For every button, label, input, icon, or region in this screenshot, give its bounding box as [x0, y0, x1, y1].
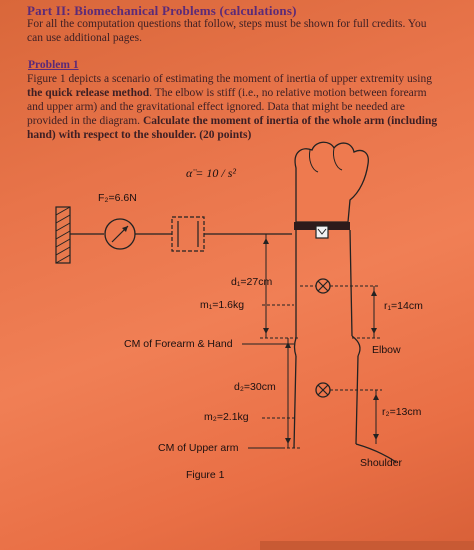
intro-line-1: For all the computation questions that follow, steps must be shown for full credits. You [27, 18, 427, 30]
upper-arm-outline [294, 356, 358, 448]
d2-label: d₂=30cm [234, 381, 276, 393]
elbow-joint [295, 336, 361, 356]
r1-label: r₁=14cm [384, 300, 423, 312]
cm-forearm-label: CM of Forearm & Hand [124, 338, 233, 350]
problem-heading: Problem 1 [28, 59, 79, 71]
problem-line-2-rest: . The elbow is stiff (i.e., no relative motion between forearm [149, 87, 427, 99]
force-label: F₂=6.6N [98, 192, 137, 204]
shoulder-label: Shoulder [360, 457, 403, 469]
problem-line-4-plain: provided in the diagram. [27, 115, 143, 127]
wall-hatch [56, 207, 70, 263]
forearm-outline [296, 230, 352, 338]
r2-label: r₂=13cm [382, 406, 422, 418]
attachment-point-icon [316, 226, 328, 238]
m2-label: m₂=2.1kg [204, 411, 249, 423]
m1-label: m₁=1.6kg [200, 299, 245, 311]
part-title: Part II: Biomechanical Problems (calculations) [27, 3, 297, 18]
intro-line-2: can use additional pages. [27, 32, 142, 44]
elbow-label: Elbow [372, 344, 401, 356]
cm-marker-forearm-icon [316, 279, 330, 293]
problem-line-3: and upper arm) and the gravitational effect ignored. Data that might be needed are [27, 101, 405, 113]
cm-marker-upperarm-icon [316, 383, 330, 397]
cm-upperarm-label: CM of Upper arm [158, 442, 239, 454]
fist-icon [295, 142, 368, 222]
angular-acceleration-label: α̈ = 10 / s² [186, 166, 236, 180]
figure-caption: Figure 1 [186, 469, 225, 481]
d1-label: d₁=27cm [231, 276, 273, 288]
problem-line-1: Figure 1 depicts a scenario of estimating the moment of inertia of upper extremity using [27, 73, 432, 85]
taskbar-strip [260, 541, 474, 550]
quick-release-clamp-icon [172, 217, 204, 251]
problem-line-5: hand) with respect to the shoulder. (20 points) [27, 129, 252, 141]
quick-release-term: the quick release method [27, 87, 150, 99]
problem-line-4-bold: Calculate the moment of inertia of the whole arm (including [142, 115, 438, 127]
